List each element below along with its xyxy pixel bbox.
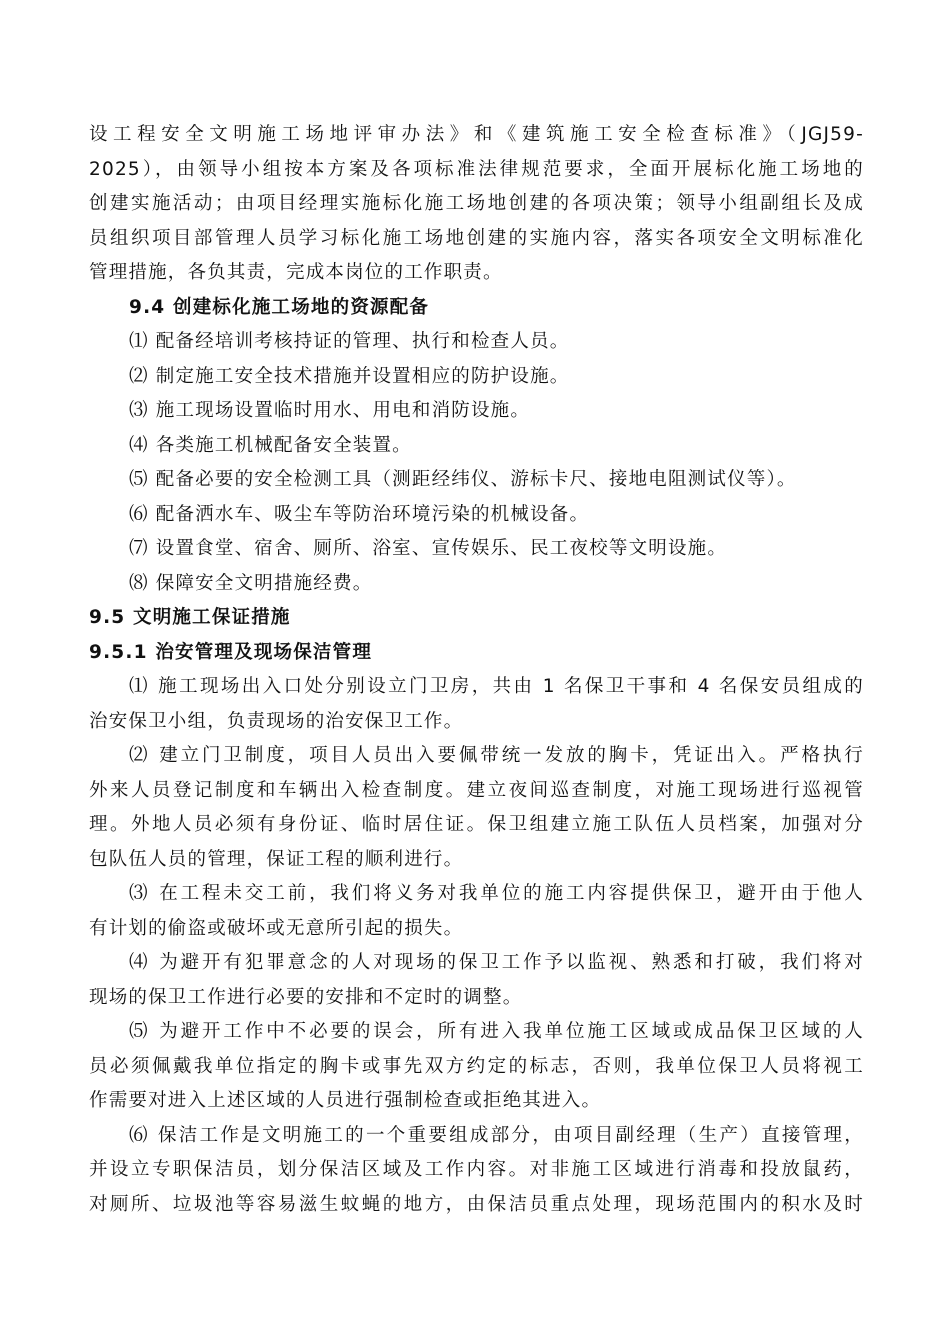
list-item: ⑹ 配备洒水车、吸尘车等防治环境污染的机械设备。 (129, 503, 590, 525)
intro-line: 管理措施，各负其责，完成本岗位的工作职责。 (89, 262, 503, 283)
paragraph-line: ⑵ 建立门卫制度，项目人员出入要佩带统一发放的胸卡，凭证出入。严格执行 (129, 745, 864, 766)
paragraph-line: 外来人员登记制度和车辆出入检查制度。建立夜间巡查制度，对施工现场进行巡视管 (89, 779, 864, 801)
paragraph-line: ⑸ 为避开工作中不必要的误会，所有进入我单位施工区域或成品保卫区域的人 (129, 1021, 864, 1042)
paragraph-line: 现场的保卫工作进行必要的安排和不定时的调整。 (89, 986, 523, 1008)
intro-line: 2025），由领导小组按本方案及各项标准法律规范要求，全面开展标化施工场地的 (89, 158, 864, 180)
list-item: ⑸ 配备必要的安全检测工具（测距经纬仪、游标卡尺、接地电阻测试仪等）。 (129, 469, 797, 490)
paragraph (89, 1119, 864, 1223)
paragraph (89, 1015, 864, 1119)
paragraph-line: 理。外地人员必须有身份证、临时居住证。保卫组建立施工队伍人员档案，加强对分 (89, 814, 864, 835)
list-item: ⑺ 设置食堂、宿舍、厕所、浴室、宣传娱乐、民工夜校等文明设施。 (129, 538, 728, 559)
intro-line: 员组织项目部管理人员学习标化施工场地创建的实施内容，落实各项安全文明标准化 (89, 227, 864, 249)
list-item: ⑴ 配备经培训考核持证的管理、执行和检查人员。 (129, 331, 570, 352)
paragraph-line: 有计划的偷盗或破坏或无意所引起的损失。 (89, 917, 464, 939)
document-page (89, 118, 864, 1222)
list-item: ⑷ 各类施工机械配备安全装置。 (129, 434, 412, 456)
intro-line: 设工程安全文明施工场地评审办法》和《建筑施工安全检查标准》（JGJ59- (89, 124, 864, 145)
paragraph-line: 员必须佩戴我单位指定的胸卡或事先双方约定的标志，否则，我单位保卫人员将视工 (89, 1055, 864, 1077)
section-9-5 (89, 601, 864, 1222)
section-heading: 9.4 创建标化施工场地的资源配备 (129, 296, 430, 318)
section-9-4 (89, 291, 864, 602)
paragraph-line: 对厕所、垃圾池等容易滋生蚊蝇的地方，由保洁员重点处理，现场范围内的积水及时 (89, 1193, 864, 1215)
paragraph (89, 877, 864, 946)
paragraph-line: 治安保卫小组，负责现场的治安保卫工作。 (89, 710, 464, 732)
paragraph-line: 作需要对进入上述区域的人员进行强制检查或拒绝其进入。 (89, 1090, 602, 1111)
paragraph-line: 包队伍人员的管理，保证工程的顺利进行。 (89, 848, 464, 870)
list-item: ⑻ 保障安全文明措施经费。 (129, 572, 373, 594)
paragraph-line: ⑷ 为避开有犯罪意念的人对现场的保卫工作予以监视、熟悉和打破，我们将对 (129, 952, 864, 973)
subsection-heading: 9.5.1 治安管理及现场保洁管理 (89, 641, 373, 663)
intro-paragraph (89, 118, 864, 291)
section-heading: 9.5 文明施工保证措施 (89, 607, 291, 628)
paragraph-line: ⑶ 在工程未交工前，我们将义务对我单位的施工内容提供保卫，避开由于他人 (129, 883, 864, 904)
paragraph-line: ⑹ 保洁工作是文明施工的一个重要组成部分，由项目副经理（生产）直接管理， (129, 1124, 864, 1146)
paragraph-line: ⑴ 施工现场出入口处分别设立门卫房，共由 1 名保卫干事和 4 名保安员组成的 (129, 676, 864, 697)
paragraph (89, 739, 864, 877)
paragraph-line: 并设立专职保洁员，划分保洁区域及工作内容。对非施工区域进行消毒和投放鼠药， (89, 1159, 864, 1180)
paragraph (89, 946, 864, 1015)
paragraph (89, 670, 864, 739)
list-item: ⑵ 制定施工安全技术措施并设置相应的防护设施。 (129, 365, 570, 387)
list-item: ⑶ 施工现场设置临时用水、用电和消防设施。 (129, 400, 531, 421)
intro-line: 创建实施活动；由项目经理实施标化施工场地创建的各项决策；领导小组副组长及成 (89, 193, 864, 214)
